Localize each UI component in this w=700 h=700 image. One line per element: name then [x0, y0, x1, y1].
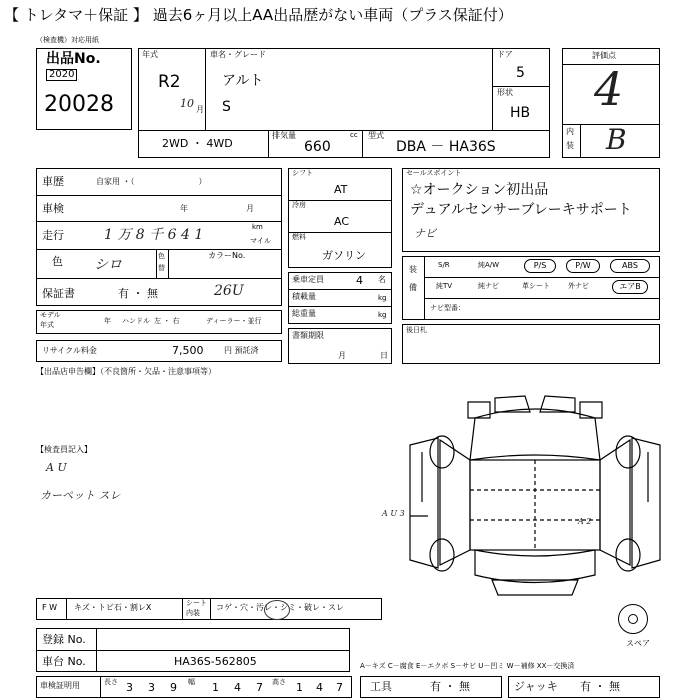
year-value: R2: [158, 72, 181, 92]
load-label: 積載量: [292, 292, 316, 301]
type-value: DBA － HA36S: [396, 139, 496, 155]
equipment-label-1: 装: [409, 265, 417, 274]
recycle-amount: 7,500: [172, 344, 204, 357]
docs-month: 月: [338, 351, 346, 360]
inspection-year: 年: [180, 204, 188, 213]
warranty-label: 保証書: [42, 287, 75, 300]
length-digit-2: 3: [148, 681, 155, 694]
door-value: 5: [516, 65, 525, 81]
cert-label: 車検証明用: [40, 681, 80, 690]
fw-label: F W: [42, 603, 58, 612]
equipment-label-2: 備: [409, 283, 417, 292]
shape-label: 形状: [497, 88, 513, 97]
disp-unit: cc: [350, 131, 358, 139]
inspection-month: 月: [246, 204, 254, 213]
jack-label: ジャッキ: [514, 680, 558, 693]
mileage-value: 1 万 8 千 6 4 1: [104, 227, 204, 243]
year-label: 年式: [142, 50, 158, 59]
equip-airbag: エアB: [612, 280, 648, 294]
score-value: 4: [594, 62, 624, 116]
inspector-line-1: A U: [46, 461, 67, 474]
height-digit-3: 7: [336, 681, 343, 694]
capacity-value: 4: [356, 274, 363, 287]
mileage-km: km: [252, 223, 263, 231]
docs-label: 書類期限: [292, 331, 324, 340]
fw-text: キズ・トビ石・割レX: [74, 603, 152, 612]
docs-day: 日: [380, 351, 388, 360]
length-label: 長さ: [104, 678, 118, 686]
weight-label: 総重量: [292, 309, 316, 318]
after-box: [402, 324, 660, 364]
color-label: 色: [52, 255, 63, 268]
sales-line-1: ☆オークション初出品: [410, 182, 549, 198]
repaint-label-2: 替: [158, 264, 165, 272]
fuel-label: 燃料: [292, 233, 306, 241]
tools-label: 工具: [370, 680, 392, 693]
name-label: 車名・グレード: [210, 50, 266, 59]
registration-label: 登録 No.: [42, 633, 86, 646]
interior-label-2: 装: [566, 141, 574, 150]
jack-value: 有 ・ 無: [580, 680, 620, 693]
ac-label: 冷房: [292, 201, 306, 209]
type-label: 型式: [368, 131, 384, 140]
model-year: 年: [104, 317, 111, 325]
car-diagram: [400, 390, 670, 600]
lot-header-sub: （検査機）対応用紙: [36, 36, 99, 44]
height-digit-1: 1: [296, 681, 303, 694]
shift-label: シフト: [292, 169, 313, 177]
car-grade: S: [222, 99, 231, 115]
equip-tv: 純TV: [436, 282, 453, 290]
seller-notes-label: 【出品店申告欄】（不良箇所・欠品・注意事項等）: [36, 367, 216, 376]
equip-leather: 革シート: [522, 282, 550, 290]
sales-label: セールスポイント: [406, 169, 462, 177]
height-label: 高さ: [272, 678, 286, 686]
handle-label: ハンドル: [122, 317, 150, 325]
drive-value: 2WD ・ 4WD: [162, 137, 233, 150]
width-digit-3: 7: [256, 681, 263, 694]
interior-score: B: [606, 123, 627, 156]
recycle-unit: 円 預託済: [224, 346, 259, 355]
shift-value: AT: [334, 183, 348, 196]
damage-mark-left: A U 3: [382, 509, 405, 518]
ac-value: AC: [334, 215, 350, 228]
disp-label: 排気量: [272, 131, 296, 140]
chassis-label: 車台 No.: [42, 655, 86, 668]
lot-label: 出品No.: [46, 51, 101, 67]
model-label-2: 年式: [40, 321, 54, 329]
damage-mark-right: A 2: [578, 517, 592, 526]
load-unit: kg: [378, 294, 387, 302]
seat-text: コゲ・穴・汚レ・シミ・破レ・スレ: [216, 603, 344, 612]
width-label: 幅: [188, 678, 195, 686]
warranty-value: 有 ・ 無: [118, 287, 158, 300]
model-label-1: モデル: [40, 311, 61, 319]
length-digit-3: 9: [170, 681, 177, 694]
month-mark: 10: [180, 97, 194, 110]
mileage-label: 走行: [42, 229, 64, 242]
inspector-label: 【検査員記入】: [36, 445, 92, 454]
length-digit-1: 3: [126, 681, 133, 694]
usage-value: 自家用 ・（ ）: [96, 177, 207, 186]
width-digit-1: 1: [212, 681, 219, 694]
chassis-value: HA36S-562805: [174, 655, 257, 668]
door-label: ドア: [497, 50, 513, 59]
handle-value: 左 ・ 右: [154, 317, 180, 325]
weight-unit: kg: [378, 311, 387, 319]
score-label: 評価点: [592, 51, 616, 60]
color-value: シロ: [94, 257, 122, 273]
width-digit-2: 4: [234, 681, 241, 694]
repaint-label-1: 色: [158, 252, 165, 260]
month-unit: 月: [196, 105, 204, 114]
equip-abs: ABS: [610, 259, 650, 273]
damage-legend: A－キズ C－腐食 E－エクボ S－サビ U－凹ミ W－補修 XX－交換済: [360, 662, 575, 670]
equip-navi: 純ナビ: [478, 282, 499, 290]
recycle-label: リサイクル料金: [42, 346, 97, 355]
sales-line-3: ナビ: [414, 227, 436, 240]
height-digit-2: 4: [316, 681, 323, 694]
color-no-label: カラーNo.: [208, 251, 246, 260]
inspection-label: 車検: [42, 202, 64, 215]
seat-label-1: シート: [186, 599, 207, 607]
fuel-value: ガソリン: [322, 249, 366, 262]
equip-ps: P/S: [524, 259, 556, 273]
disp-value: 660: [304, 139, 331, 155]
seat-label-2: 内装: [186, 609, 200, 617]
equip-sr: S/R: [438, 261, 450, 269]
usage-label: 車歴: [42, 175, 64, 188]
equip-ext-navi: 外ナビ: [568, 282, 589, 290]
banner-title: 【 トレタマ＋保証 】 過去6ヶ月以上AA出品歴がない車両（プラス保証付）: [4, 6, 513, 24]
capacity-label: 乗車定員: [292, 275, 324, 284]
lot-year-stamp: 2020: [46, 69, 77, 81]
lot-number: 20028: [44, 92, 114, 117]
equip-pw: P/W: [566, 259, 600, 273]
sales-line-2: デュアルセンサーブレーキサポート: [410, 202, 632, 218]
car-name: アルト: [222, 73, 264, 89]
equip-alloy: 純A/W: [478, 261, 500, 269]
seat-circle-mark: [264, 600, 290, 620]
mileage-mile: マイル: [250, 237, 271, 245]
dealer-label: ディーラー・並行: [206, 317, 262, 325]
interior-label-1: 内: [566, 127, 574, 136]
inspector-line-2: カーペット スレ: [40, 489, 121, 502]
capacity-unit: 名: [378, 275, 386, 284]
tools-value: 有 ・ 無: [430, 680, 470, 693]
color-no-value: 26U: [214, 283, 244, 299]
spare-label: スペア: [626, 639, 650, 648]
after-label: 後日札: [406, 326, 427, 334]
shape-value: HB: [510, 105, 531, 121]
nav-model-label: ナビ型番：: [430, 304, 465, 312]
